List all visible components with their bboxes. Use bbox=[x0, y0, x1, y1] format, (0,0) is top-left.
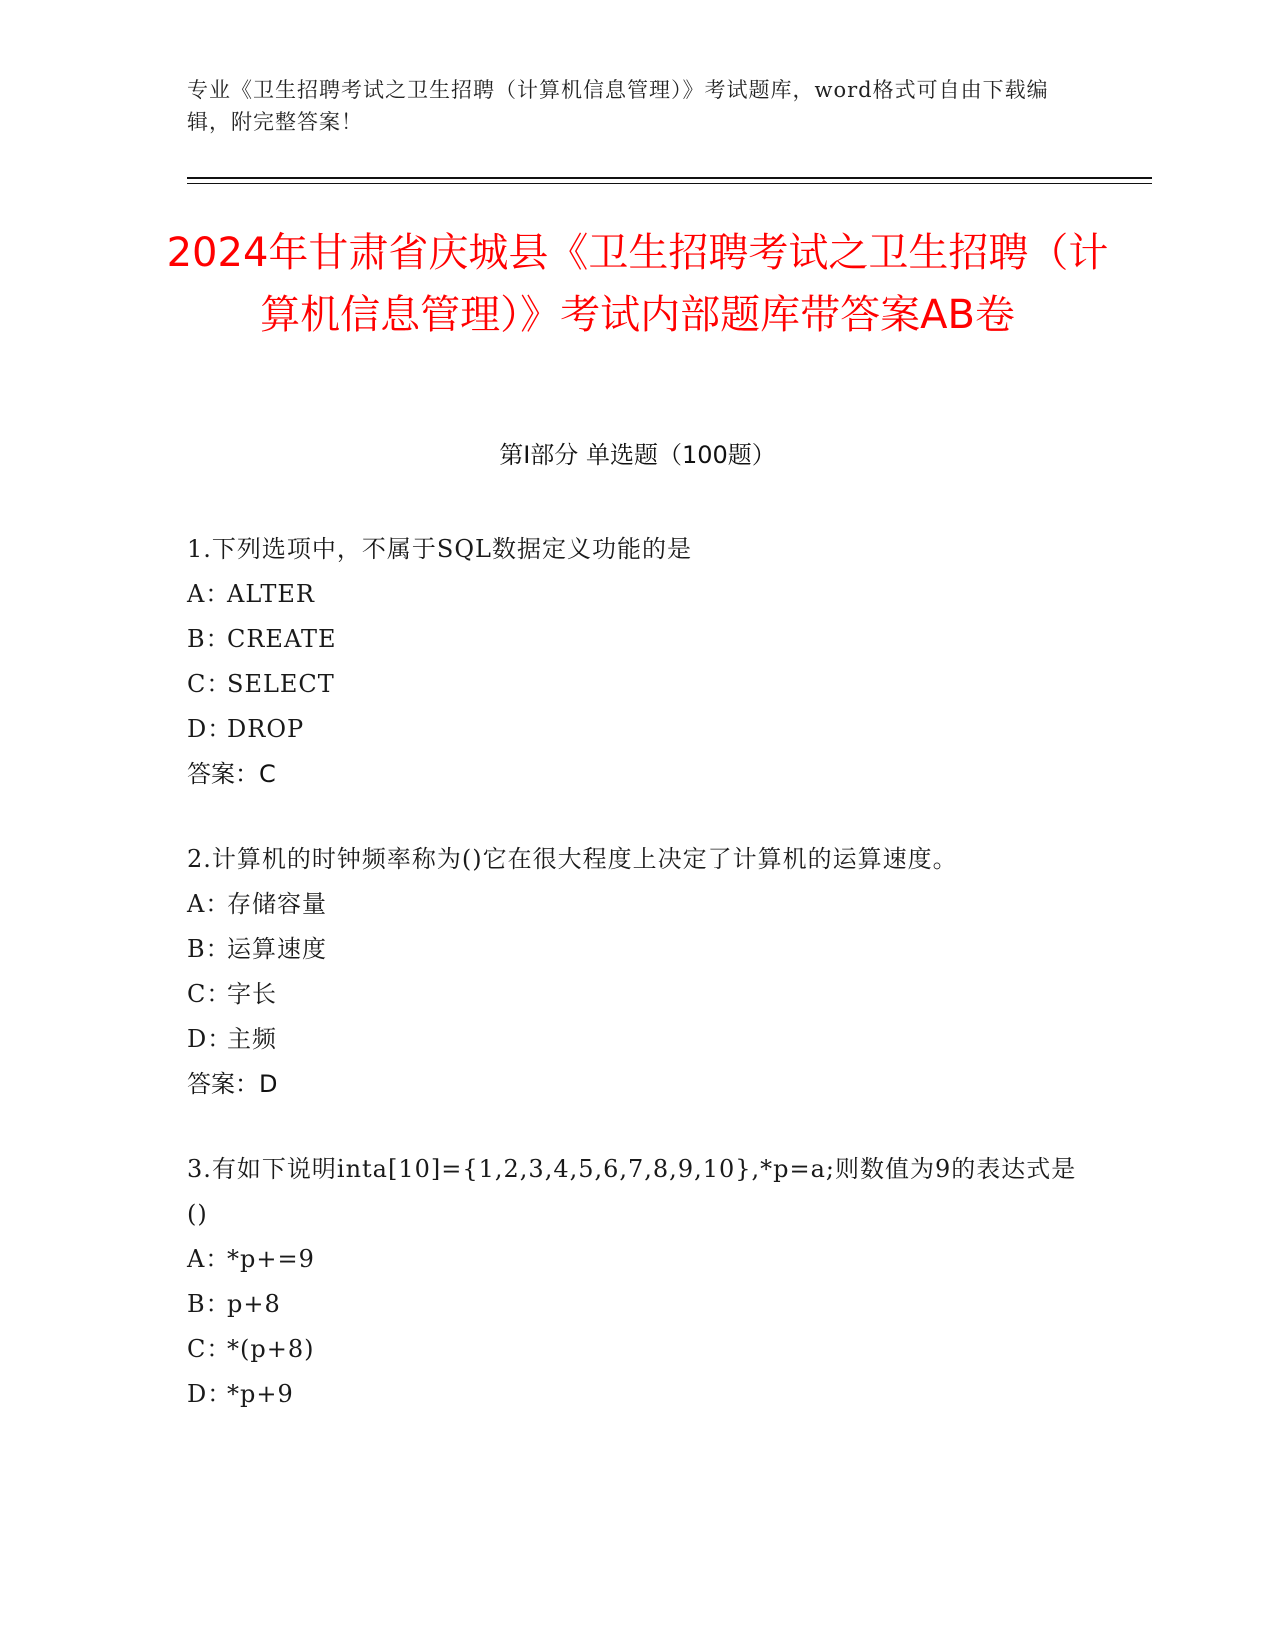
option-d bbox=[187, 707, 1087, 752]
option-key: D： bbox=[187, 715, 233, 743]
question-stem: 2.计算机的时钟频率称为()它在很大程度上决定了计算机的运算速度。 bbox=[187, 845, 958, 873]
question-stem: 1.下列选项中，不属于SQL数据定义功能的是 bbox=[187, 535, 692, 563]
question-1 bbox=[187, 527, 1087, 797]
option-text: 运算速度 bbox=[227, 935, 327, 963]
option-key: A： bbox=[187, 580, 231, 608]
option-a bbox=[187, 882, 1087, 927]
option-key: C： bbox=[187, 670, 232, 698]
question-3 bbox=[187, 1147, 1087, 1417]
option-c bbox=[187, 1327, 1087, 1372]
option-text: CREATE bbox=[227, 625, 337, 653]
option-key: A： bbox=[187, 1245, 231, 1273]
option-key: D： bbox=[187, 1025, 233, 1053]
header-divider-thin bbox=[187, 183, 1152, 184]
option-text: p+8 bbox=[227, 1290, 281, 1318]
option-b bbox=[187, 927, 1087, 972]
option-text: 存储容量 bbox=[227, 890, 327, 918]
option-key: D： bbox=[187, 1380, 233, 1408]
option-text: ALTER bbox=[227, 580, 315, 608]
option-key: B： bbox=[187, 935, 231, 963]
option-key: C： bbox=[187, 1335, 232, 1363]
option-b bbox=[187, 617, 1087, 662]
question-stem: 3.有如下说明inta[10]={1,2,3,4,5,6,7,8,9,10},*p=a;则数值为9的表达式是() bbox=[187, 1155, 1077, 1228]
option-a bbox=[187, 572, 1087, 617]
option-text: DROP bbox=[227, 715, 305, 743]
option-text: SELECT bbox=[227, 670, 335, 698]
option-d bbox=[187, 1017, 1087, 1062]
option-key: C： bbox=[187, 980, 232, 1008]
option-a bbox=[187, 1237, 1087, 1282]
header-divider-thick bbox=[187, 177, 1152, 179]
option-c bbox=[187, 972, 1087, 1017]
option-key: A： bbox=[187, 890, 231, 918]
option-d bbox=[187, 1372, 1087, 1417]
option-text: 字长 bbox=[227, 980, 277, 1008]
question-2 bbox=[187, 837, 1087, 1107]
question-list bbox=[187, 527, 1087, 1457]
option-c bbox=[187, 662, 1087, 707]
option-text: *p+=9 bbox=[227, 1245, 315, 1273]
answer-label: 答案：D bbox=[187, 1070, 278, 1098]
option-text: *p+9 bbox=[227, 1380, 294, 1408]
option-b bbox=[187, 1282, 1087, 1327]
option-key: B： bbox=[187, 1290, 231, 1318]
option-key: B： bbox=[187, 625, 231, 653]
header-note: 专业《卫生招聘考试之卫生招聘（计算机信息管理）》考试题库，word格式可自由下载编辑，附完整答案！ bbox=[187, 78, 1049, 134]
answer-label: 答案：C bbox=[187, 760, 276, 788]
option-text: *(p+8) bbox=[227, 1335, 315, 1363]
document-title: 2024年甘肃省庆城县《卫生招聘考试之卫生招聘（计算机信息管理）》考试内部题库带答案AB卷 bbox=[166, 230, 1109, 338]
section-heading: 第I部分 单选题（100题） bbox=[499, 441, 776, 469]
option-text: 主频 bbox=[227, 1025, 277, 1053]
